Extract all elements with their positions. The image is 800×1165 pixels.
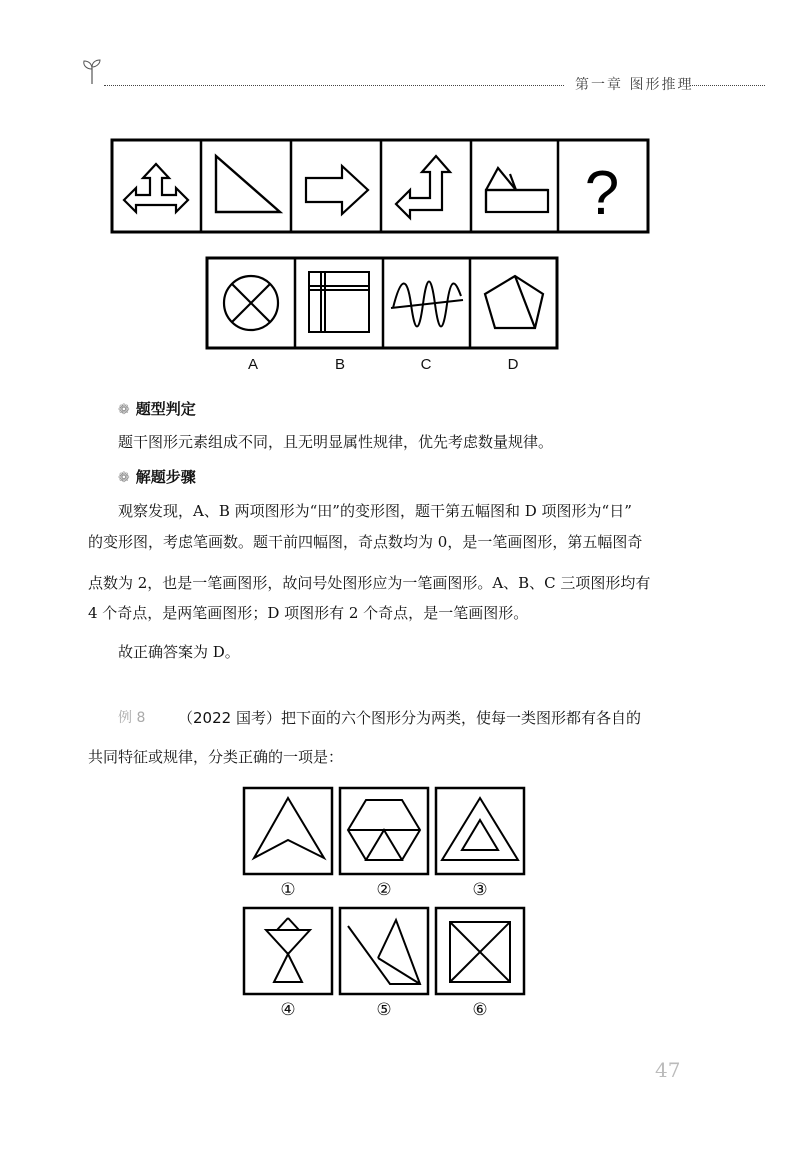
figure-6 bbox=[450, 922, 510, 982]
section-heading-type: ❁ 题型判定 bbox=[118, 400, 196, 418]
figure-2 bbox=[348, 800, 420, 860]
steps-line-2: 的变形图，考虑笔画数。题干前四幅图，奇点数均为 0，是一笔画图形，第五幅图奇 bbox=[88, 533, 643, 551]
figure-4 bbox=[266, 918, 310, 982]
right-triangle-figure bbox=[216, 156, 280, 212]
page-number: 47 bbox=[655, 1058, 681, 1082]
figure-label-6: ⑥ bbox=[472, 1000, 488, 1020]
sine-wave-crossing bbox=[391, 282, 463, 327]
chapter-title: 第一章 图形推理 bbox=[575, 77, 694, 93]
figure-3 bbox=[442, 798, 518, 860]
example-line-1: （2022 国考）把下面的六个图形分为两类，使每一类图形都有各自的 bbox=[178, 709, 641, 727]
window-grid bbox=[309, 272, 369, 332]
pentagon-with-diagonals bbox=[485, 276, 543, 328]
figure-5 bbox=[348, 920, 420, 984]
question-mark: ? bbox=[584, 159, 620, 228]
header-rule-right bbox=[690, 85, 765, 86]
forked-arrow-figure bbox=[124, 164, 188, 212]
answer-line: 故正确答案为 D。 bbox=[118, 643, 240, 661]
figure-label-3: ③ bbox=[472, 880, 488, 900]
steps-line-1: 观察发现，A、B 两项图形为“田”的变形图，题干第五幅图和 D 项图形为“日” bbox=[118, 502, 632, 520]
figure-label-5: ⑤ bbox=[376, 1000, 392, 1020]
example-tag: 例 8 bbox=[118, 710, 146, 726]
question-figure-strip bbox=[110, 138, 650, 234]
bent-arrow-figure bbox=[396, 156, 450, 218]
house-shape-figure bbox=[486, 168, 548, 212]
option-label-b: B bbox=[334, 356, 345, 373]
figure-label-2: ② bbox=[376, 880, 392, 900]
flower-icon: ❁ bbox=[118, 402, 130, 418]
flower-icon: ❁ bbox=[118, 470, 130, 486]
option-label-c: C bbox=[420, 356, 432, 373]
right-arrow-figure bbox=[306, 166, 368, 214]
steps-line-3: 点数为 2，也是一笔画图形，故问号处图形应为一笔画图形。A、B、C 三项图形均有 bbox=[88, 574, 651, 592]
sprout-icon bbox=[80, 56, 104, 86]
figure-1 bbox=[254, 798, 324, 858]
option-figure-strip bbox=[205, 256, 559, 352]
header-rule bbox=[104, 85, 564, 86]
option-label-a: A bbox=[247, 356, 258, 373]
section-heading-steps: ❁ 解题步骤 bbox=[118, 468, 196, 486]
option-label-d: D bbox=[507, 356, 519, 373]
steps-line-4: 4 个奇点，是两笔画图形；D 项图形有 2 个奇点，是一笔画图形。 bbox=[88, 604, 529, 622]
figure-label-4: ④ bbox=[280, 1000, 296, 1020]
section-text-type: 题干图形元素组成不同，且无明显属性规律，优先考虑数量规律。 bbox=[118, 433, 554, 451]
figure-label-1: ① bbox=[280, 880, 296, 900]
example-line-2: 共同特征或规律，分类正确的一项是： bbox=[88, 748, 344, 766]
circle-with-x bbox=[224, 276, 278, 330]
